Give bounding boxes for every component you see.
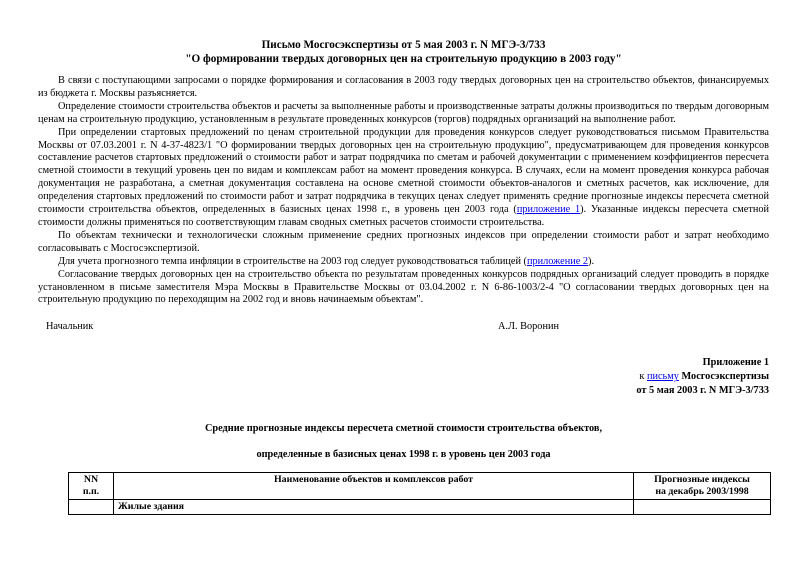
paragraph-5-text-end: ). — [588, 255, 595, 267]
signature-name: А.Л. Воронин — [498, 321, 559, 333]
appendix-ref-suffix: Мосгосэкспертизы — [678, 371, 769, 383]
title-line-1: Письмо Мосгосэкспертизы от 5 мая 2003 г. N МГЭ-3/733 — [261, 39, 546, 51]
appendix-1-link[interactable]: приложение 1 — [516, 204, 581, 216]
row-name: Жилые здания — [114, 500, 634, 515]
header-name: Наименование объектов и комплексов работ — [114, 473, 634, 500]
table-title-line-2: определенные в базисных ценах 1998 г. в уровень цен 2003 года — [256, 449, 551, 461]
paragraph-1: В связи с поступающими запросами о порядке формирования и согласования в 2003 году твердых договорных цен на строительство объектов, финансируемых из бюджета г. Москвы разъясняется. — [38, 75, 769, 99]
paragraph-3 — [38, 127, 769, 230]
paragraph-6: Согласование твердых договорных цен на строительство объекта по результатам проведенных конкурсов подрядных организаций следует проводить в порядке установленном в письме заместителя Мэра Москвы в Правительстве Москвы от 03.04.2002 г. N 6-86-1003/2-4 "О согласовании твердых договорных цен на строительную продукцию по переходящим на 2002 год и вновь начинаемым объектам". — [38, 268, 769, 306]
header-nn-line-1: NN — [83, 474, 99, 486]
row-index — [634, 500, 771, 515]
row-nn — [69, 500, 114, 515]
table-title-line-1: Средние прогнозные индексы пересчета сметной стоимости строительства объектов, — [204, 423, 603, 435]
appendix-2-link[interactable]: приложение 2 — [526, 255, 589, 267]
title-line-2: "О формировании твердых договорных цен на строительную продукцию в 2003 году" — [185, 53, 622, 65]
paragraph-2: Определение стоимости строительства объектов и расчеты за выполненные работы и производственные затраты должны производиться по твердым договорным ценам на строительную продукцию, установленным в результате проведенных конкурсов (торгов) подрядных организаций на выполнение работ. — [38, 100, 769, 125]
appendix-header — [38, 356, 769, 398]
header-nn — [69, 473, 114, 500]
paragraph-5 — [38, 256, 769, 269]
appendix-label: Приложение 1 — [702, 357, 769, 369]
letter-link[interactable]: письму — [646, 371, 679, 383]
header-index — [634, 473, 771, 500]
paragraph-3-text-end: ). Указанные индексы пересчета сметной стоимости должны применяться по соответствующим главам сводных сметных расчетов стоимости строительства. — [38, 204, 770, 228]
header-index-line-2: на декабрь 2003/1998 — [655, 486, 749, 498]
signature-block — [38, 320, 769, 333]
signature-role: Начальник — [46, 321, 94, 333]
header-index-line-1: Прогнозные индексы — [654, 474, 750, 486]
table-header-row — [69, 473, 771, 500]
appendix-ref-prefix: к — [639, 371, 647, 383]
appendix-date: от 5 мая 2003 г. N МГЭ-3/733 — [636, 385, 769, 397]
table-title — [38, 422, 769, 461]
paragraph-3-text: При определении стартовых предложений по ценам строительной продукции для проведения конкурсов следует руководствоваться письмом Правительства Москвы от 07.03.2001 г. N 4-37-4823/1 "О формировании твердых договорных цен на строительную продукцию", предусматривающем для проведения конкурсов составление расчетов стартовых предложений о стоимости работ и затрат подрядчика по сметам и рабочей документации с применением коэффициентов пересчета сметной стоимости в текущий уровень цен по видам и комплексам работ на момент проведения конкурса. В случаях, если на момент проведения конкурса рабочая документация не разработана, а сметная документация составлена на основе сметной стоимости объектов-аналогов и сметных расчетов, как исключение, для определения стартовых предложений по стоимости работ и затрат подрядчика в текущих ценах следует применять средние прогнозные индексы пересчета сметной стоимости строительства объектов, определенных в базисных ценах 1998 г., в уровень цен 2003 года ( — [38, 126, 769, 216]
table-row — [69, 500, 771, 515]
paragraph-5-text: Для учета прогнозного темпа инфляции в строительстве на 2003 год следует руководствоваться таблицей ( — [58, 255, 527, 267]
document-title — [38, 38, 769, 66]
header-nn-line-2: п.п. — [82, 486, 100, 498]
letter-body — [38, 75, 769, 307]
indices-table — [68, 472, 771, 515]
appendix-reference — [38, 370, 769, 384]
paragraph-4: По объектам технически и технологически сложным применение средних прогнозных индексов при определении стоимости работ и затрат необходимо согласовывать с Мосгосэкспертизой. — [38, 229, 769, 254]
